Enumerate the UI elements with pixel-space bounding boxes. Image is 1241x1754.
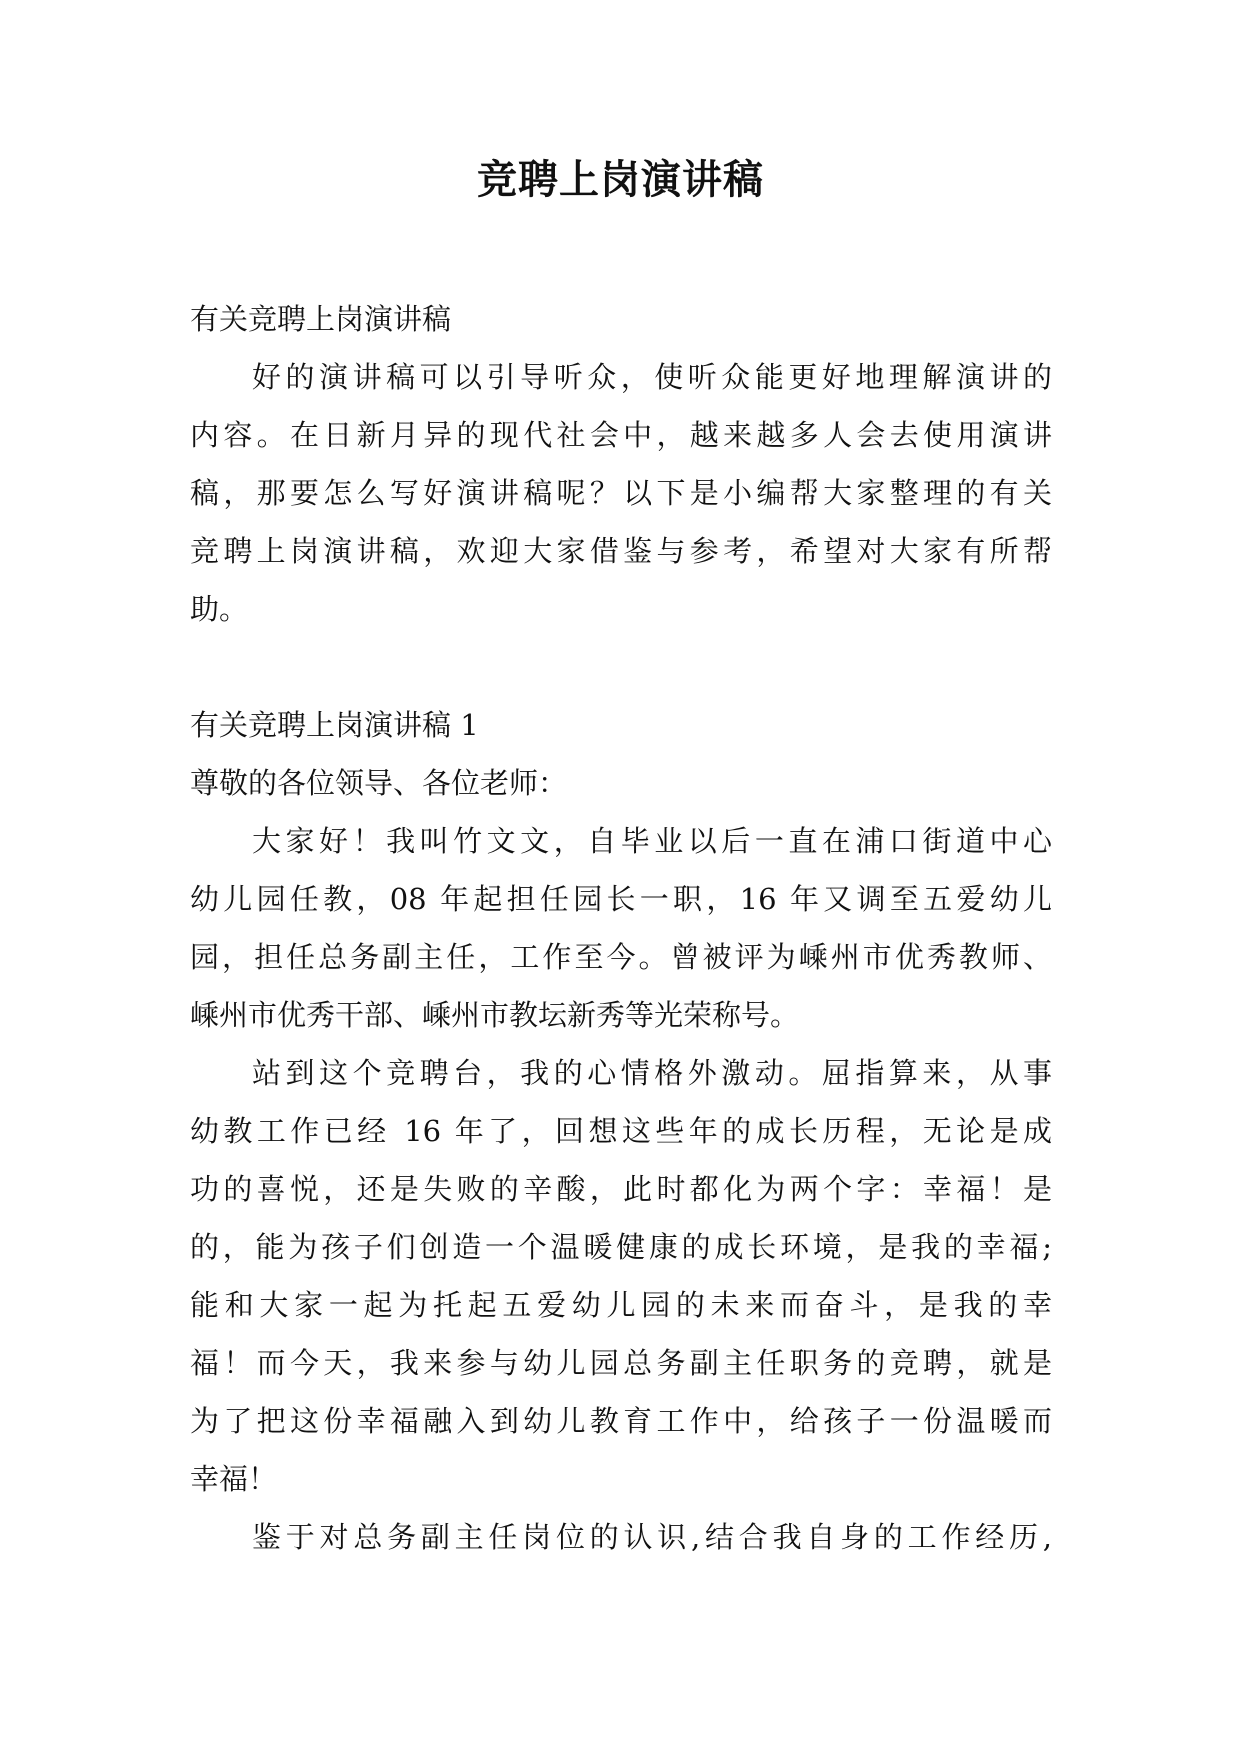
paragraph-line: 幼教工作已经 16 年了，回想这些年的成长历程，无论是成 <box>190 1114 1052 1148</box>
paragraph-line: 幼儿园任教，08 年起担任园长一职，16 年又调至五爱幼儿 <box>190 882 1052 916</box>
paragraph-2 <box>190 1044 1052 1508</box>
document-title: 竞聘上岗演讲稿 <box>477 156 764 203</box>
paragraph-line: 鉴于对总务副主任岗位的认识,结合我自身的工作经历, <box>252 1520 1052 1554</box>
paragraph-line: 站到这个竞聘台，我的心情格外激动。屈指算来，从事 <box>252 1056 1052 1090</box>
paragraph-line: 助。 <box>190 592 249 626</box>
paragraph-3 <box>190 1508 1052 1566</box>
paragraph-line: 大家好！我叫竹文文，自毕业以后一直在浦口街道中心 <box>252 824 1052 858</box>
paragraph-line: 的，能为孩子们创造一个温暖健康的成长环境，是我的幸福; <box>190 1230 1052 1264</box>
spacer <box>190 638 1052 696</box>
paragraph-line: 功的喜悦，还是失败的辛酸，此时都化为两个字：幸福！是 <box>190 1172 1052 1206</box>
paragraph-line: 幸福！ <box>190 1462 278 1496</box>
paragraph-line: 竞聘上岗演讲稿，欢迎大家借鉴与参考，希望对大家有所帮 <box>190 534 1052 568</box>
paragraph-line: 能和大家一起为托起五爱幼儿园的未来而奋斗，是我的幸 <box>190 1288 1052 1322</box>
paragraph-line: 稿，那要怎么写好演讲稿呢？以下是小编帮大家整理的有关 <box>190 476 1052 510</box>
intro-paragraph <box>190 348 1052 638</box>
paragraph-line: 好的演讲稿可以引导听众，使听众能更好地理解演讲的 <box>252 360 1052 394</box>
document-body <box>190 290 1052 1566</box>
salutation: 尊敬的各位领导、各位老师： <box>190 766 568 800</box>
section-heading: 有关竞聘上岗演讲稿 1 <box>190 708 479 742</box>
paragraph-line: 为了把这份幸福融入到幼儿教育工作中，给孩子一份温暖而 <box>190 1404 1052 1438</box>
intro-heading: 有关竞聘上岗演讲稿 <box>190 302 452 336</box>
paragraph-line: 内容。在日新月异的现代社会中，越来越多人会去使用演讲 <box>190 418 1052 452</box>
paragraph-line: 嵊州市优秀干部、嵊州市教坛新秀等光荣称号。 <box>190 998 800 1032</box>
paragraph-line: 福！而今天，我来参与幼儿园总务副主任职务的竞聘，就是 <box>190 1346 1052 1380</box>
paragraph-line: 园，担任总务副主任，工作至今。曾被评为嵊州市优秀教师、 <box>190 940 1052 974</box>
paragraph-1 <box>190 812 1052 1044</box>
